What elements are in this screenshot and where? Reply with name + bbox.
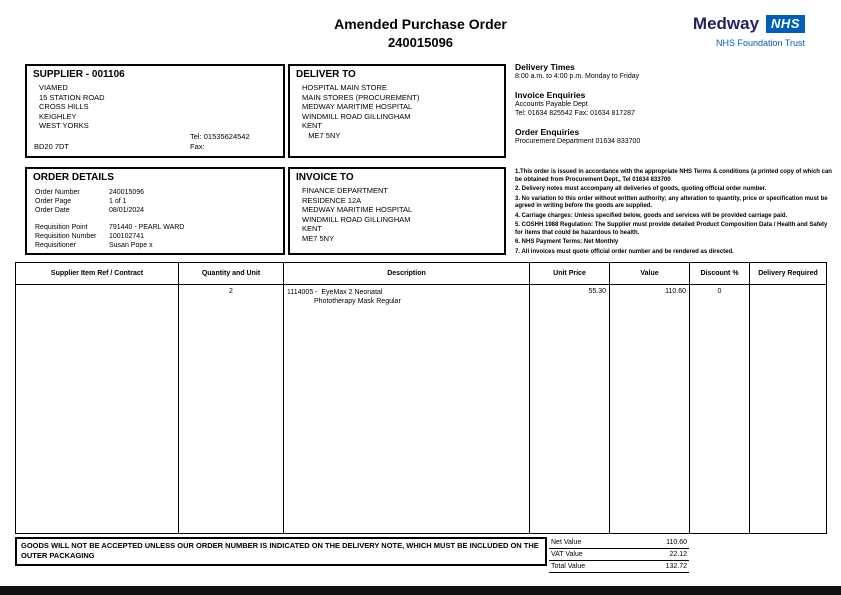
net-value-amount: 110.60 <box>666 539 687 546</box>
order-details-spacer <box>35 215 277 223</box>
deliver-to-address-line: ME7 5NY <box>302 130 341 140</box>
order-detail-label: Order Date <box>35 207 70 214</box>
supplier-contact <box>190 132 250 152</box>
cell-supplier-item-ref <box>16 285 179 533</box>
supplier-postcode: BD20 7DT <box>34 142 70 151</box>
supplier-address-line: VIAMED <box>39 83 68 92</box>
order-detail-value: Susan Pope x <box>109 242 153 249</box>
order-detail-label: Requisition Point <box>35 224 88 231</box>
supplier-address-line: 15 STATION ROAD <box>39 92 105 102</box>
col-header-value: Value <box>610 263 690 285</box>
line-items-table <box>15 262 827 534</box>
invoice-to-address-line: KENT <box>302 224 323 233</box>
deliver-to-address-line: MEDWAY MARITIME HOSPITAL <box>302 102 413 111</box>
order-enquiries-section <box>515 127 833 146</box>
terms-item: 3. No variation to this order without written authority; any alteration to quantity, price or specification must be agreed in writing before the goods are supplied. <box>515 195 828 209</box>
supplier-address-line: KEIGHLEY <box>39 111 77 121</box>
supplier-heading: SUPPLIER - 001106 <box>33 69 125 80</box>
deliver-to-address-line: WINDMILL ROAD GILLINGHAM <box>302 111 411 121</box>
invoice-enquiries-line: Tel: 01634 825542 Fax: 01634 817287 <box>515 110 635 117</box>
col-header-discount: Discount % <box>690 263 750 285</box>
cell-quantity: 2 <box>179 285 284 533</box>
order-details-rows <box>27 184 283 250</box>
order-detail-row <box>35 232 277 241</box>
table-header-row <box>16 263 826 285</box>
supplier-address <box>27 81 283 131</box>
delivery-times-heading: Delivery Times <box>515 62 575 72</box>
order-detail-row <box>35 223 277 232</box>
order-detail-row <box>35 188 277 197</box>
order-detail-value: 1 of 1 <box>109 198 127 205</box>
order-detail-label: Requisitioner <box>35 242 76 249</box>
invoice-enquiries-heading: Invoice Enquiries <box>515 90 586 100</box>
supplier-address-line: WEST YORKS <box>39 121 89 130</box>
col-header-quantity-unit: Quantity and Unit <box>179 263 284 285</box>
order-detail-label: Order Page <box>35 198 72 205</box>
invoice-enquiries-line: Accounts Payable Dept <box>515 101 588 108</box>
supplier-tel: Tel: 01535624542 <box>190 132 250 141</box>
invoice-to-address-line: MEDWAY MARITIME HOSPITAL <box>302 205 413 214</box>
deliver-to-address-line: HOSPITAL MAIN STORE <box>302 83 387 92</box>
supplier-address-line: CROSS HILLS <box>39 102 89 111</box>
supplier-box <box>25 64 285 158</box>
cell-value: 110.60 <box>610 285 690 533</box>
order-detail-label: Requisition Number <box>35 233 97 240</box>
deliver-to-address-line: KENT <box>302 121 323 130</box>
order-detail-value: 100102741 <box>109 233 145 240</box>
cell-delivery-required <box>750 285 826 533</box>
order-details-box <box>25 167 285 255</box>
document-title: Amended Purchase Order <box>334 16 507 32</box>
terms-item: 7. All invoices must quote official order number and be rendered as directed. <box>515 248 734 255</box>
invoice-to-address-line: WINDMILL ROAD GILLINGHAM <box>302 214 411 224</box>
order-details-heading: ORDER DETAILS <box>33 172 114 183</box>
invoice-to-heading: INVOICE TO <box>296 172 354 183</box>
total-value-row <box>549 561 689 573</box>
order-enquiries-heading: Order Enquiries <box>515 127 580 137</box>
invoice-to-address-line: FINANCE DEPARTMENT <box>302 186 388 195</box>
foundation-trust-label: NHS Foundation Trust <box>715 38 805 48</box>
order-detail-value: 240015096 <box>109 189 145 196</box>
net-value-row <box>549 537 689 549</box>
medway-wordmark: Medway <box>692 14 760 33</box>
delivery-times-text: 8:00 a.m. to 4:00 p.m. Monday to Friday <box>515 73 640 80</box>
logo-top-row <box>693 14 805 34</box>
terms-item: 2. Delivery notes must accompany all deliveries of goods, quoting official order number. <box>515 186 767 192</box>
order-detail-label: Order Number <box>35 189 80 196</box>
deliver-to-address <box>290 81 504 140</box>
total-value-label: Total Value <box>551 563 586 570</box>
net-value-label: Net Value <box>551 539 582 546</box>
vat-value-row <box>549 549 689 561</box>
order-detail-value: 791440 - PEARL WARD <box>109 224 185 231</box>
description-line-2: Phototherapy Mask Regular <box>314 298 401 305</box>
col-header-supplier-item-ref: Supplier Item Ref / Contract <box>16 263 179 285</box>
col-header-unit-price: Unit Price <box>530 263 610 285</box>
supplier-fax: Fax: <box>190 142 205 151</box>
invoice-enquiries-section <box>515 90 833 118</box>
medway-nhs-logo <box>693 14 805 48</box>
deliver-to-heading: DELIVER TO <box>296 69 356 80</box>
invoice-to-box <box>288 167 506 255</box>
order-detail-value: 08/01/2024 <box>109 207 145 214</box>
delivery-times-section <box>515 62 833 81</box>
col-header-delivery-required: Delivery Required <box>750 263 826 285</box>
cell-description <box>284 285 530 533</box>
order-detail-row <box>35 197 277 206</box>
page-bottom-bar <box>0 586 841 595</box>
totals-summary <box>549 537 689 573</box>
order-detail-row <box>35 206 277 215</box>
invoice-to-address <box>290 184 504 243</box>
terms-item: 1.This order is issued in accordance with the appropriate NHS Terms & conditions (a printed copy of which can be obtained from Procurement Dept., Tel 01634 833700 <box>515 169 832 183</box>
terms-item: 5. COSHH 1988 Regulation: The Supplier must provide detailed Product Composition Data / Health and Safety for items that could be hazardous to health. <box>515 222 828 236</box>
col-header-description: Description <box>284 263 530 285</box>
total-value-amount: 132.72 <box>665 563 687 570</box>
cell-discount: 0 <box>690 285 750 533</box>
table-body-row <box>16 285 826 533</box>
deliver-to-address-line: MAIN STORES (PROCUREMENT) <box>302 92 420 102</box>
contact-info-panel <box>515 62 833 155</box>
goods-acceptance-warning: GOODS WILL NOT BE ACCEPTED UNLESS OUR ORDER NUMBER IS INDICATED ON THE DELIVERY NOTE, WHICH MUST BE INCLUDED ON THE OUTER PACKAGING <box>15 537 547 566</box>
deliver-to-box <box>288 64 506 158</box>
order-enquiries-text: Procurement Department 01634 833700 <box>515 138 641 145</box>
terms-item: 6. NHS Payment Terms: Net Monthly <box>515 239 619 245</box>
cell-unit-price: 55.30 <box>530 285 610 533</box>
terms-item: 4. Carriage charges: Unless specified below, goods and services will be provided carriage paid. <box>515 212 788 219</box>
terms-and-conditions <box>515 169 835 258</box>
order-detail-row <box>35 241 277 250</box>
invoice-to-address-line: ME7 5NY <box>302 233 335 243</box>
document-order-number: 240015096 <box>387 35 454 50</box>
vat-value-label: VAT Value <box>551 551 583 558</box>
nhs-logo-icon: NHS <box>766 15 805 33</box>
invoice-to-address-line: RESIDENCE 12A <box>302 195 362 205</box>
vat-value-amount: 22.12 <box>669 551 687 558</box>
description-line-1: 1114005 - EyeMax 2 Neonatal <box>287 289 383 296</box>
